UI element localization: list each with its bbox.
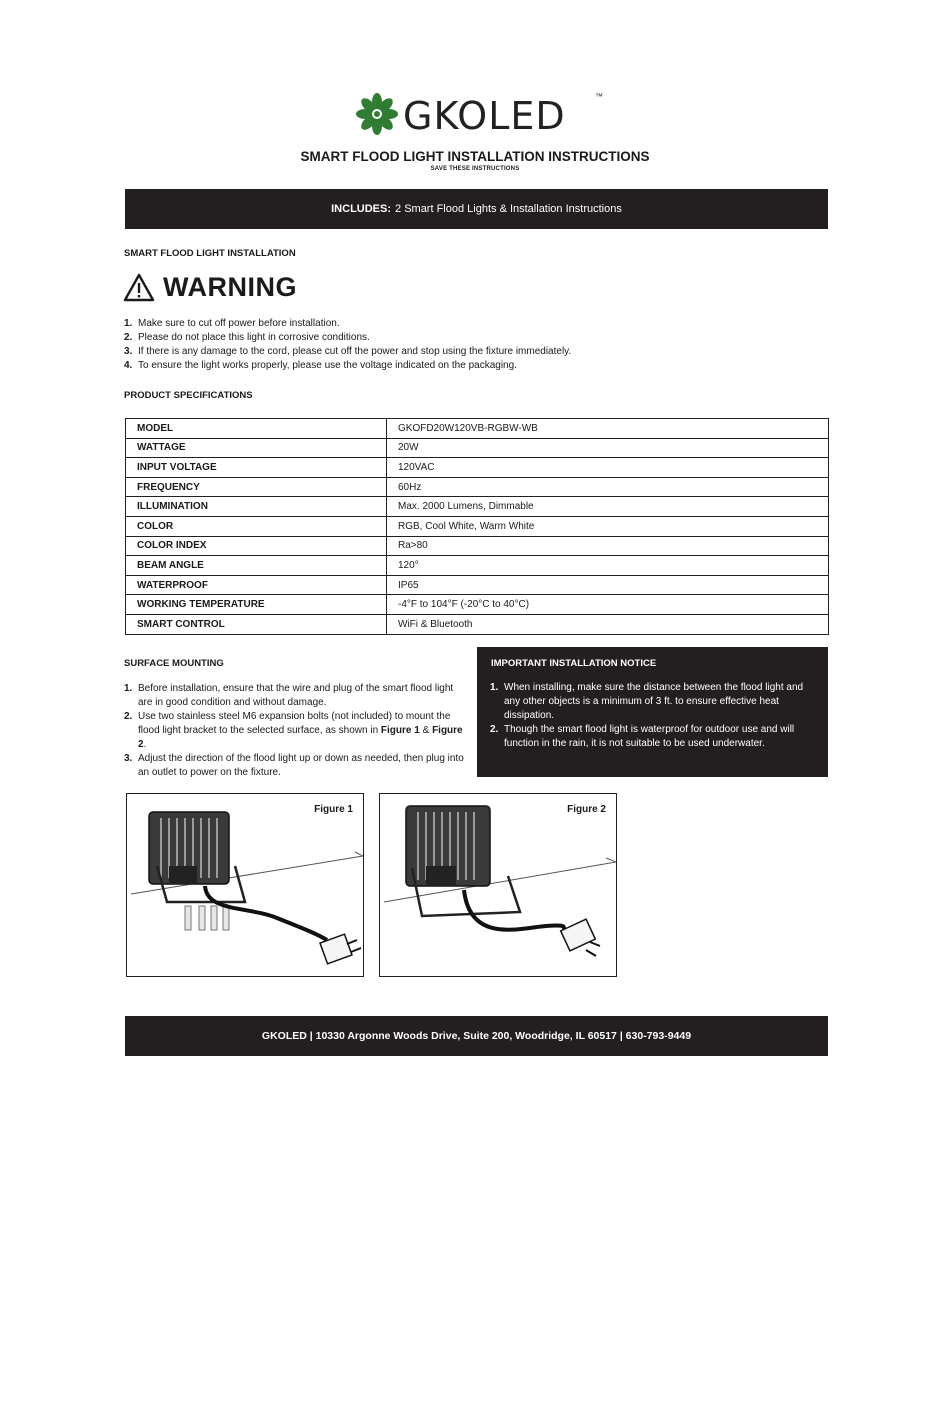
flood-light-illustration: [127, 794, 363, 976]
list-item: 1. Before installation, ensure that the wire and plug of the smart flood light are in good condition and without damage.: [124, 683, 454, 708]
specifications-heading: PRODUCT SPECIFICATIONS: [124, 390, 253, 401]
table-row: INPUT VOLTAGE 120VAC: [126, 458, 829, 478]
footer-banner: [125, 1016, 828, 1056]
list-item: 3. If there is any damage to the cord, please cut off the power and stop using the fixture immediately.: [124, 346, 572, 357]
list-item: 4. To ensure the light works properly, please use the voltage indicated on the packaging.: [124, 360, 517, 371]
table-row: COLOR RGB, Cool White, Warm White: [126, 516, 829, 536]
includes-banner: [125, 189, 828, 229]
installation-notice-box: [477, 647, 828, 777]
table-row: FREQUENCY 60Hz: [126, 477, 829, 497]
list-item: 2. Please do not place this light in corrosive conditions.: [124, 332, 370, 343]
gkoled-star-logo-icon: [355, 92, 399, 136]
trademark-symbol: ™: [595, 92, 603, 101]
document-subtitle: SAVE THESE INSTRUCTIONS: [430, 166, 520, 172]
installation-heading: SMART FLOOD LIGHT INSTALLATION: [124, 248, 296, 259]
flood-light-illustration: [380, 794, 616, 976]
list-item: 1. When installing, make sure the distance between the flood light and any other objects is a minimum of 3 ft. to ensure effective heat dissipation.: [490, 682, 804, 721]
includes-text: 2 Smart Flood Lights & Installation Instructions: [395, 203, 622, 215]
table-row: WATERPROOF IP65: [126, 575, 829, 595]
table-row: ILLUMINATION Max. 2000 Lumens, Dimmable: [126, 497, 829, 517]
notice-heading: IMPORTANT INSTALLATION NOTICE: [491, 658, 657, 669]
table-row: SMART CONTROL WiFi & Bluetooth: [126, 614, 829, 634]
power-plug-icon: [561, 919, 600, 956]
list-item: 2. Though the smart flood light is waterproof for outdoor use and will function in the rain, it is not suitable to be used underwater.: [490, 724, 795, 749]
figure-2-label: Figure 2: [567, 804, 606, 815]
figure-2: [379, 793, 617, 977]
brand-logo: [355, 92, 605, 138]
list-item: 3. Adjust the direction of the flood light up or down as needed, then plug into an outlet to power on the fixture.: [124, 753, 464, 778]
surface-mounting-list: [124, 682, 469, 780]
notice-list: [490, 681, 815, 751]
table-row: WATTAGE 20W: [126, 438, 829, 458]
surface-mounting-heading: SURFACE MOUNTING: [124, 658, 224, 669]
document-title: SMART FLOOD LIGHT INSTALLATION INSTRUCTIONS: [300, 149, 650, 164]
includes-label: INCLUDES:: [331, 203, 392, 215]
brand-name: GKOLED: [403, 94, 566, 138]
figure-1: [126, 793, 364, 977]
table-row: COLOR INDEX Ra>80: [126, 536, 829, 556]
warning-triangle-icon: [123, 273, 155, 302]
table-row: MODEL GKOFD20W120VB-RGBW-WB: [126, 419, 829, 439]
specifications-table: [125, 418, 829, 635]
figure-1-label: Figure 1: [314, 804, 353, 815]
warning-header: [123, 272, 297, 303]
list-item: 1. Make sure to cut off power before installation.: [124, 318, 340, 329]
warning-list: [124, 317, 724, 373]
warning-title: WARNING: [163, 272, 297, 302]
footer-address: GKOLED | 10330 Argonne Woods Drive, Suite 200, Woodridge, IL 60517 | 630-793-9449: [261, 1030, 692, 1042]
table-row: BEAM ANGLE 120°: [126, 556, 829, 576]
table-row: WORKING TEMPERATURE -4°F to 104°F (-20°C to 40°C): [126, 595, 829, 615]
list-item: 2. Use two stainless steel M6 expansion bolts (not included) to mount the flood light bracket to the selected surface, as shown in Figure 1 & Figure 2.: [124, 711, 463, 750]
